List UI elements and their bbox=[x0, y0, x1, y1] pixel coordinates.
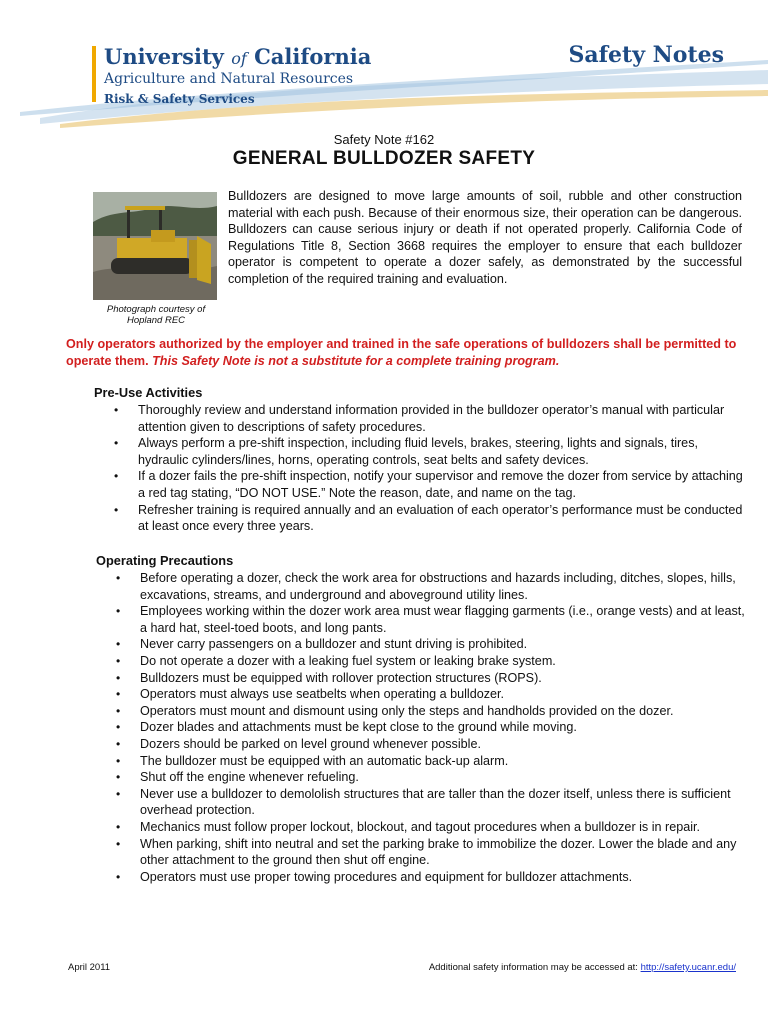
footer-more-info: Additional safety information may be accessed at: http://safety.ucanr.edu/ bbox=[428, 962, 736, 973]
list-item: • Refresher training is required annually and an evaluation of each operator’s performance must be conducted at least once every three years. bbox=[100, 502, 750, 535]
list-item: • Never carry passengers on a bulldozer and stunt driving is prohibited. bbox=[96, 636, 746, 653]
list-item: • Employees working within the dozer work area must wear flagging garments (i.e., orange vests) and at least, a hard hat, steel-toed boots, and long pants. bbox=[96, 603, 746, 636]
pre-use-heading: Pre-Use Activities bbox=[94, 385, 203, 400]
letterhead bbox=[0, 0, 768, 130]
page-title: GENERAL BULLDOZER SAFETY bbox=[232, 148, 536, 169]
list-item: • Thoroughly review and understand information provided in the bulldozer operator’s manual with particular attention given to descriptions of safety procedures. bbox=[100, 402, 750, 435]
logo-accent-bar bbox=[92, 46, 96, 102]
list-item: • Bulldozers must be equipped with rollover protection structures (ROPS). bbox=[96, 670, 746, 687]
pre-use-list bbox=[100, 402, 750, 535]
list-item: • Operators must always use seatbelts when operating a bulldozer. bbox=[96, 686, 746, 703]
list-item: • Operators must use proper towing procedures and equipment for bulldozer attachments. bbox=[96, 869, 746, 886]
list-item: • Dozers should be parked on level ground whenever possible. bbox=[96, 736, 746, 753]
list-item: • The bulldozer must be equipped with an automatic back-up alarm. bbox=[96, 753, 746, 770]
organization-name: University of California bbox=[104, 44, 372, 69]
list-item: • Dozer blades and attachments must be kept close to the ground while moving. bbox=[96, 719, 746, 736]
note-number: Safety Note #162 bbox=[333, 132, 435, 147]
list-item: • Shut off the engine whenever refueling. bbox=[96, 769, 746, 786]
list-item: • Mechanics must follow proper lockout, blockout, and tagout procedures when a bulldozer is in repair. bbox=[96, 819, 746, 836]
list-item: • When parking, shift into neutral and set the parking brake to immobilize the dozer. Lower the blade and any other attachment to the ground then shut off engine. bbox=[96, 836, 746, 869]
list-item: • Never use a bulldozer to demololish structures that are taller than the dozer itself, unless there is sufficient overhead protection. bbox=[96, 786, 746, 819]
safety-website-link[interactable]: http://safety.ucanr.edu/ bbox=[640, 962, 736, 973]
photo-caption: Photograph courtesy of Hopland REC bbox=[106, 304, 206, 326]
list-item: • Operators must mount and dismount using only the steps and handholds provided on the dozer. bbox=[96, 703, 746, 720]
authorization-warning bbox=[66, 336, 750, 370]
list-item: • Do not operate a dozer with a leaking fuel system or leaking brake system. bbox=[96, 653, 746, 670]
footer-date: April 2011 bbox=[68, 962, 111, 973]
list-item: • Before operating a dozer, check the work area for obstructions and hazards including, ditches, slopes, hills, excavations, streams, and underground and aboveground utility lines. bbox=[96, 570, 746, 603]
list-item: • Always perform a pre-shift inspection, including fluid levels, brakes, steering, lights and signals, tires, hydraulic cylinders/lines, horns, operating controls, seat belts and safety devices. bbox=[100, 435, 750, 468]
division-name: Agriculture and Natural Resources bbox=[104, 71, 354, 87]
warning-main: Only operators authorized by the employer and trained in the safe operations of bulldozers shall be permitted to operate them. bbox=[66, 337, 737, 368]
list-item: • If a dozer fails the pre-shift inspection, notify your supervisor and remove the dozer from service by attaching a red tag stating, “DO NOT USE.” Note the reason, date, and name on the tag. bbox=[100, 468, 750, 501]
series-title: Safety Notes bbox=[568, 42, 724, 68]
operating-list bbox=[96, 570, 746, 885]
intro-paragraph: Bulldozers are designed to move large amounts of soil, rubble and other construction material with each push. Because of their enormous size, their operation can be dangerous. Bulldozers can cause serious injury or death if not operated properly. California Code of Regulations Title 8, Section 3668 requires the employer to ensure that each bulldozer operator is competent to operate a dozer safely, as demonstrated by the successful completion of the required training and evaluation. bbox=[228, 189, 742, 286]
operating-heading: Operating Precautions bbox=[96, 553, 234, 568]
unit-name: Risk & Safety Services bbox=[104, 92, 255, 106]
bulldozer-photo bbox=[93, 192, 217, 300]
warning-emphasis: This Safety Note is not a substitute for a complete training program. bbox=[152, 354, 560, 368]
